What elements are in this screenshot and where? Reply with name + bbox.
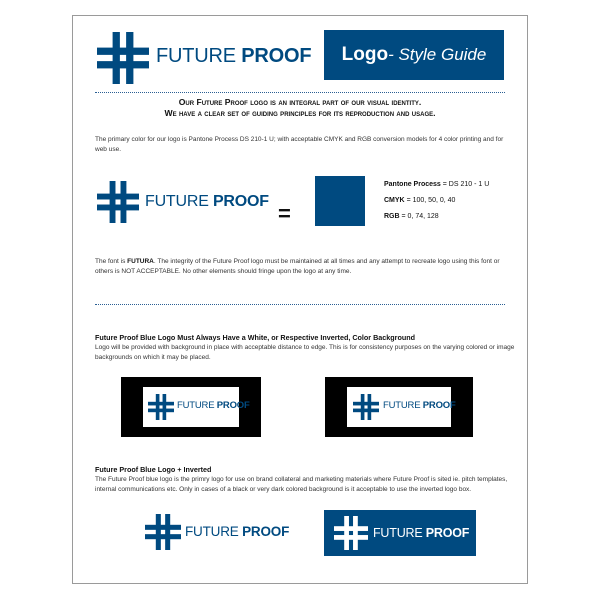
rgb-value: RGB = 0, 74, 128 (384, 213, 439, 220)
logo-wordmark-right: FUTURE PROOF (383, 400, 456, 411)
background-section-heading: Future Proof Blue Logo Must Always Have a White, or Respective Inverted, Color Background (95, 333, 416, 342)
primary-color-swatch (315, 176, 365, 226)
equals-sign: = (278, 201, 291, 226)
banner-title-style-guide: - Style Guide (388, 45, 487, 64)
cmyk-value: CMYK = 100, 50, 0, 40 (384, 197, 456, 204)
background-section-text: Logo will be provided with background in place with acceptable distance to edge. This is for consistency purposes on the varying colored or image backgrounds on which it may be placed. (95, 344, 515, 361)
style-guide-page (72, 15, 528, 584)
inverted-section-text: The Future Proof blue logo is the primry logo for use on brand collateral and marketing materials where Future Proof is sited ie. pitch templates, internal communications etc. Only in cases of a black or very dark colored background is it acceptable to use the inverted logo box. (95, 476, 508, 493)
divider-top (95, 92, 505, 93)
logo-cross-icon (334, 516, 368, 550)
font-paragraph: The font is FUTURA. The integrity of the Future Proof logo must be maintained at all times and any attempt to recreate logo using this font or others is NOT ACCEPTABLE. No other elements should fringe upon the logo at any time. (95, 258, 500, 275)
logo-white-background-right (347, 387, 456, 427)
inverted-logo-box (324, 510, 476, 556)
color-section-logo-wordmark: FUTURE PROOF (145, 193, 269, 210)
logo-black-frame-left (121, 377, 261, 437)
banner-title-logo: Logo (341, 44, 389, 65)
pantone-value: Pantone Process = DS 210 - 1 U (384, 181, 490, 188)
logo-cross-icon (353, 394, 379, 420)
logo-wordmark-left: FUTURE PROOF (177, 400, 250, 411)
intro-line-2: We have a clear set of guiding principles for its reproduction and usage. (164, 108, 436, 118)
logo-cross-icon (97, 181, 139, 223)
intro-statement (95, 97, 505, 119)
inverted-section-heading: Future Proof Blue Logo + Inverted (95, 465, 212, 474)
blue-logo-wordmark: FUTURE PROOF (185, 524, 290, 539)
logo-cross-icon (145, 514, 181, 550)
divider-middle (95, 304, 505, 305)
logo-cross-icon (148, 394, 174, 420)
style-guide-banner (324, 30, 504, 80)
intro-line-1: Our Future Proof logo is an integral part of our visual identity. (178, 97, 422, 107)
primary-color-paragraph: The primary color for our logo is Pantone Process DS 210-1 U; with acceptable CMYK and RGB conversion models for 4 color printing and for web use. (95, 136, 504, 153)
logo-black-frame-right (325, 377, 473, 437)
logo-cross-icon (97, 32, 149, 84)
header-logo-wordmark: FUTURE PROOF (156, 45, 312, 67)
logo-white-background-left (143, 387, 250, 427)
inverted-logo-wordmark: FUTURE PROOF (373, 526, 470, 540)
